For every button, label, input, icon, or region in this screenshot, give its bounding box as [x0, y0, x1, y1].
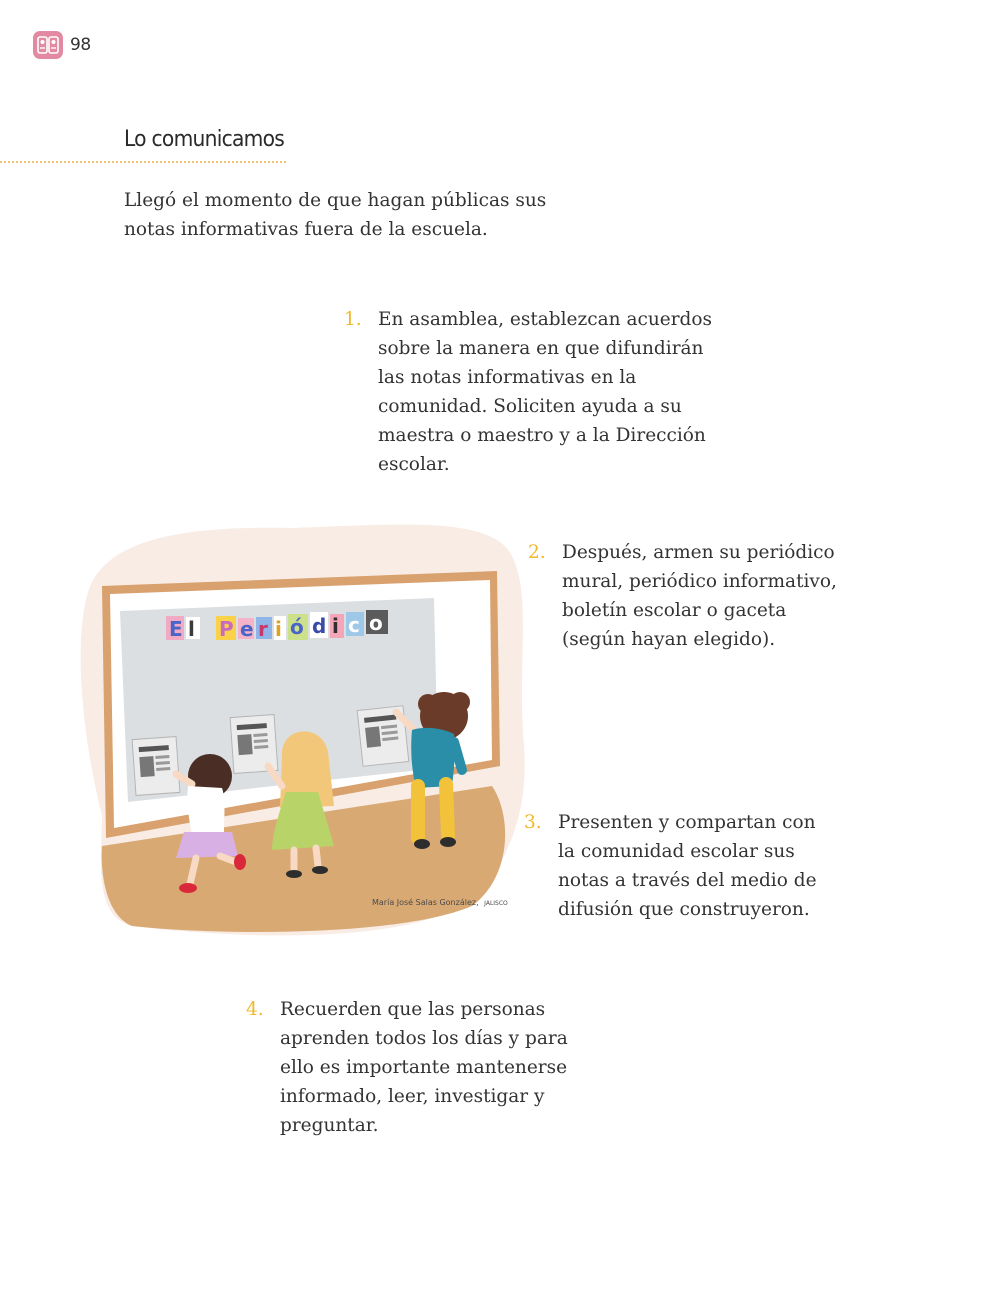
board-letter: l — [188, 617, 195, 641]
illustration-credit-state: JALISCO — [484, 900, 508, 907]
step-text: Recuerden que las personas aprenden todos los días y para ello es importante mantenerse informado, leer, investigar y preguntar. — [280, 999, 568, 1136]
step-number: 1. — [344, 309, 362, 330]
board-letter: ó — [290, 615, 304, 639]
board-letter: d — [312, 614, 327, 638]
page-header — [33, 31, 91, 59]
book-logo-icon — [33, 31, 63, 59]
step-number: 2. — [528, 542, 546, 563]
board-letter: i — [332, 614, 339, 638]
mural-illustration — [72, 516, 532, 936]
step-item-4 — [246, 995, 568, 1140]
page-number: 98 — [70, 35, 91, 55]
svg-text:María José Salas González, — [372, 897, 508, 907]
board-letter: r — [258, 617, 268, 641]
board-letter: o — [369, 611, 383, 635]
board-letter: e — [240, 617, 254, 641]
intro-paragraph: Llegó el momento de que hagan públicas sus notas informativas fuera de la escuela. — [124, 190, 547, 240]
board-letter: i — [275, 617, 282, 641]
board-letter: P — [219, 617, 234, 641]
title-divider — [0, 161, 286, 163]
step-number: 4. — [246, 999, 264, 1020]
step-text: Después, armen su periódico mural, periódico informativo, boletín escolar o gaceta (según hayan elegido). — [562, 542, 837, 650]
step-number: 3. — [524, 812, 542, 833]
board-letter: c — [348, 613, 360, 637]
step-item-3 — [524, 808, 817, 924]
step-item-2 — [528, 538, 837, 654]
step-text: Presenten y compartan con la comunidad escolar sus notas a través del medio de difusión que construyeron. — [558, 812, 817, 920]
section-title: Lo comunicamos — [124, 127, 285, 152]
step-item-1 — [344, 305, 712, 479]
step-text: En asamblea, establezcan acuerdos sobre la manera en que difundirán las notas informativas en la comunidad. Soliciten ayuda a su maestra o maestro y a la Dirección escolar. — [378, 309, 713, 475]
illustration-credit-name: María José Salas González, — [372, 898, 479, 907]
board-letter: E — [169, 617, 183, 641]
